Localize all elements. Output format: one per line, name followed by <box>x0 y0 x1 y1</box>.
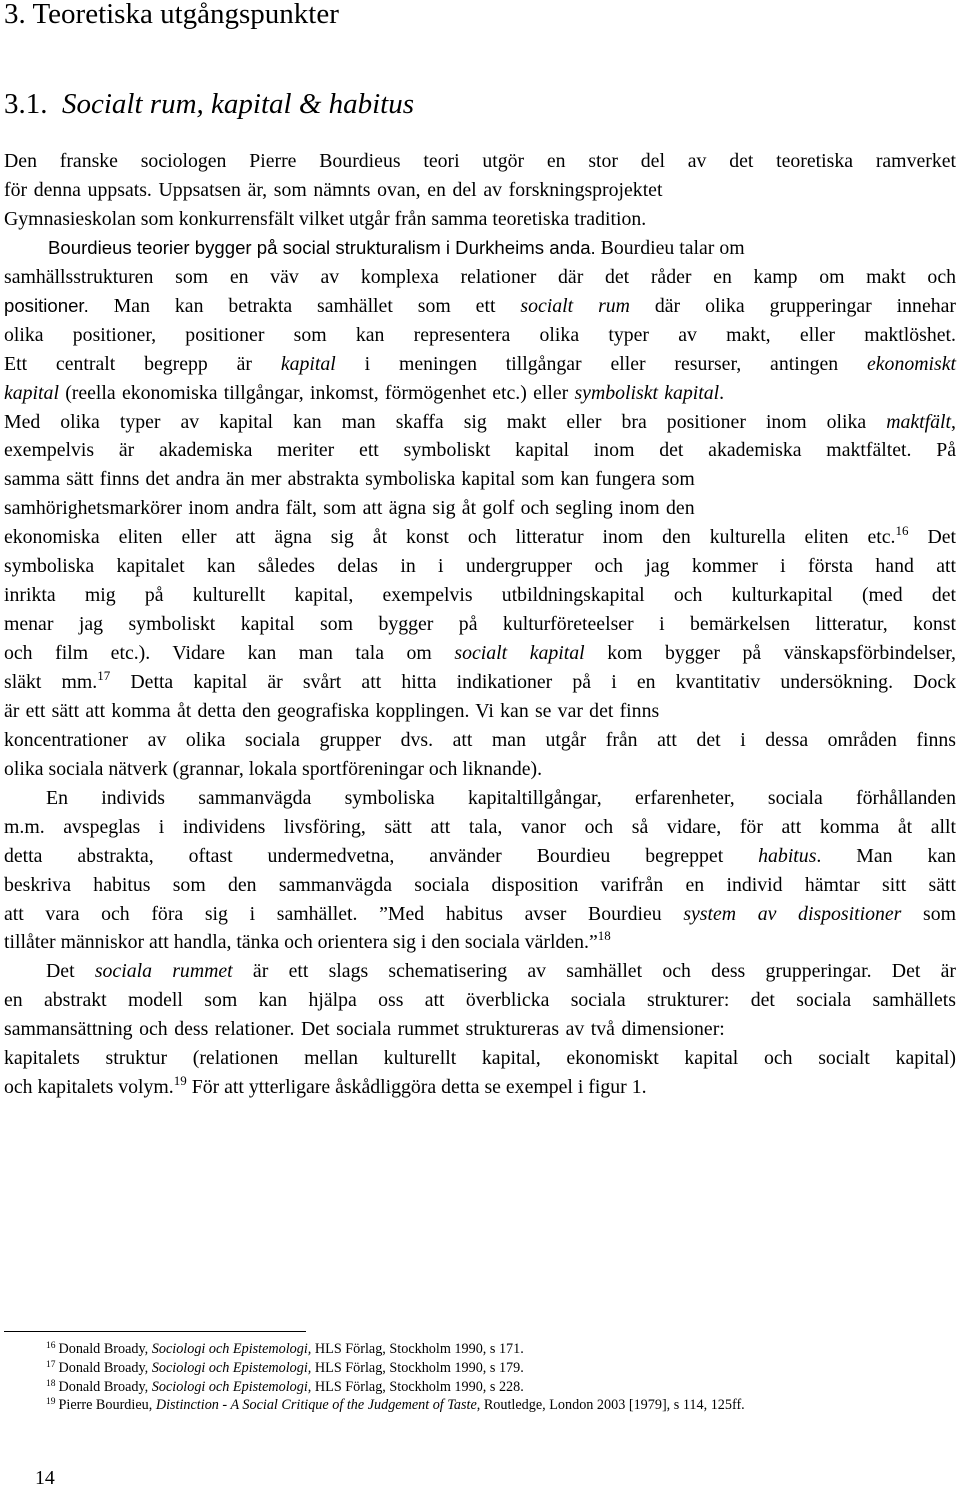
text-line: Gymnasieskolan som konkurrensfält vilket utgår från samma teoretiska tradition. <box>4 207 647 230</box>
section-heading <box>4 84 414 124</box>
text-line: kapital (reella ekonomiska tillgångar, inkomst, förmögenhet etc.) eller symboliskt kapital. <box>4 381 725 404</box>
text-line: samhörighetsmarkörer inom andra fält, som att ägna sig åt golf och segling inom den <box>4 497 695 520</box>
text-line: tillåter människor att handla, tänka och orientera sig i den sociala världen.”$^{18}$ <box>4 928 611 954</box>
text-line: kapitalets struktur (relationen mellan kulturellt kapital, ekonomiskt kapital och socialt kapital) <box>4 1047 956 1070</box>
page-number: 14 <box>35 1467 55 1489</box>
text-line: koncentrationer av olika sociala grupper dvs. att man utgår från att det i dessa områden finns <box>4 728 956 751</box>
text-line: en abstrakt modell som kan hjälpa oss att överblicka sociala strukturer: det sociala samhällets <box>4 989 956 1012</box>
text-line: för denna uppsats. Uppsatsen är, som nämnts ovan, en del av forskningsprojektet <box>4 178 663 201</box>
footnote: $^{19}$ Pierre Bourdieu, Distinction - A Social Critique of the Judgement of Taste, Routledge, London 2003 [1979], s 114, 125ff. <box>46 1397 745 1414</box>
text-line: Bourdieus teorier bygger på social strukturalism i Durkheims anda. Bourdieu talar om <box>48 236 745 259</box>
text-line: ekonomiska eliten eller att ägna sig åt konst och litteratur inom den kulturella eliten etc.$^{16}$ Det <box>4 523 957 549</box>
text-line: olika positioner, positioner som kan representera olika typer av makt, eller maktlöshet. <box>4 323 956 346</box>
text-line: menar jag symboliskt kapital som bygger på kulturföreteelser i bemärkelsen litteratur, konst <box>4 613 956 636</box>
section-title: Socialt rum, kapital & habitus <box>62 88 415 120</box>
footnote: $^{18}$ Donald Broady, Sociologi och Epistemologi, HLS Förlag, Stockholm 1990, s 228. <box>46 1378 524 1395</box>
footnote-ref: 17 <box>97 667 111 683</box>
text-line: detta abstrakta, oftast undermedvetna, använder Bourdieu begreppet habitus. Man kan <box>4 844 957 867</box>
text-line: exempelvis är akademiska meriter ett symboliskt kapital inom det akademiska maktfältet. På <box>4 439 956 462</box>
section-number: 3.1. <box>4 88 48 120</box>
text-line: Det sociala rummet är ett slags schematisering av samhället och dess grupperingar. Det är <box>46 960 956 983</box>
text-line: sammansättning och dess relationer. Det sociala rummet struktureras av två dimensioner: <box>4 1018 725 1041</box>
text-line: är ett sätt att komma åt detta den geografiska kopplingen. Vi kan se var det finns <box>4 699 660 722</box>
text-line: positioner. Man kan betrakta samhället som ett socialt rum där olika grupperingar innehar <box>4 294 956 317</box>
text-line: symboliska kapitalet kan således delas in i undergrupper och jag kommer i första hand att <box>4 555 956 578</box>
body-text <box>4 147 956 1102</box>
text-line: samhällsstrukturen som en väv av komplexa relationer där det råder en kamp om makt och <box>4 265 956 288</box>
text-line: Med olika typer av kapital kan man skaffa sig makt eller bra positioner inom olika maktfält, <box>4 410 956 433</box>
footnote-separator <box>4 1331 306 1332</box>
footnote: $^{17}$ Donald Broady, Sociologi och Epistemologi, HLS Förlag, Stockholm 1990, s 179. <box>46 1359 524 1376</box>
footnotes <box>46 1340 745 1415</box>
text-line: inrikta mig på kulturellt kapital, exempelvis utbildningskapital och kulturkapital (med det <box>4 584 956 607</box>
text-line: Ett centralt begrepp är kapital i meningen tillgångar eller resurser, antingen ekonomiskt <box>4 352 956 375</box>
text-line: beskriva habitus som den sammanvägda sociala disposition varifrån en individ hämtar sitt sätt <box>4 873 956 896</box>
text-line: och kapitalets volym.$^{19}$ För att ytterligare åskådliggöra detta se exempel i figur 1. <box>4 1073 647 1099</box>
text-line: att vara och föra sig i samhället. ”Med habitus avser Bourdieu system av dispositioner som <box>4 902 957 925</box>
text-line: m.m. avspeglas i individens livsföring, sätt att tala, vanor och så vidare, för att komma åt allt <box>4 815 956 838</box>
footnote-ref: 16 <box>895 523 909 539</box>
text-line: släkt mm.$^{17}$ Detta kapital är svårt att hitta indikationer på i en kvantitativ undersökning. Dock <box>4 667 957 693</box>
footnote-ref: 18 <box>597 928 611 944</box>
text-line: och film etc.). Vidare kan man tala om socialt kapital kom bygger på vänskapsförbindelser, <box>4 642 956 665</box>
footnote: $^{16}$ Donald Broady, Sociologi och Epistemologi, HLS Förlag, Stockholm 1990, s 171. <box>46 1341 524 1357</box>
text-line: Den franske sociologen Pierre Bourdieus teori utgör en stor del av det teoretiska ramverket <box>4 150 956 172</box>
text-line: samma sätt finns det andra än mer abstrakta symboliska kapital som kan fungera som <box>4 468 695 491</box>
text-line: olika sociala nätverk (grannar, lokala sportföreningar och liknande). <box>4 757 543 780</box>
text-line: En individs sammanvägda symboliska kapitaltillgångar, erfarenheter, sociala förhållanden <box>46 786 956 809</box>
footnote-ref: 19 <box>173 1073 187 1089</box>
chapter-heading: 3. Teoretiska utgångspunkter <box>4 0 339 30</box>
